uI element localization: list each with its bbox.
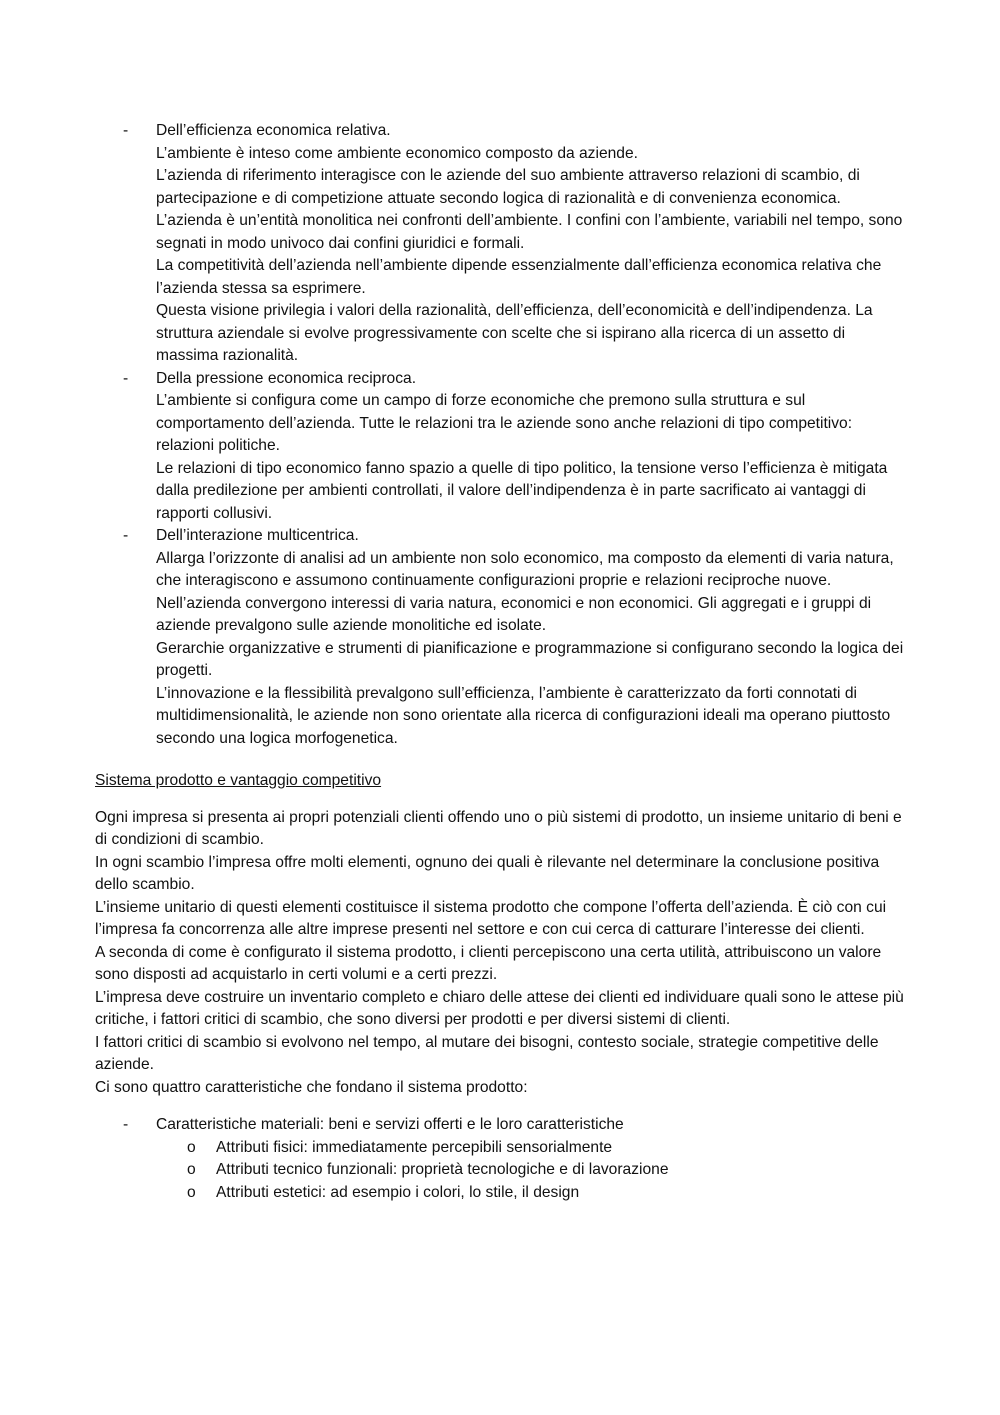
list-item bbox=[95, 525, 910, 750]
features-list bbox=[95, 1114, 910, 1204]
paragraph: Questa visione privilegia i valori della razionalità, dell’efficienza, dell’economicità e dell’indipendenza. La struttura aziendale si evolve progressivamente con scelte che si ispirano alla ricerca di un assetto di massima razionalità. bbox=[156, 302, 873, 364]
sub-list-item-text: Attributi fisici: immediatamente percepibili sensorialmente bbox=[216, 1138, 613, 1156]
circle-bullet-icon: o bbox=[187, 1183, 196, 1201]
paragraph: Allarga l’orizzonte di analisi ad un ambiente non solo economico, ma composto da elementi di varia natura, che interagiscono e assumono continuamente configurazioni proprie e relazioni reciproche nuove. bbox=[156, 549, 894, 589]
dash-marker: - bbox=[123, 527, 129, 544]
list-item bbox=[95, 368, 910, 526]
circle-bullet-icon: o bbox=[187, 1138, 196, 1156]
paragraph: A seconda di come è configurato il sistema prodotto, i clienti percepiscono una certa utilità, attribuiscono un valore sono disposti ad acquistarlo in certi volumi e a certi prezzi. bbox=[95, 943, 882, 983]
paragraph: L’insieme unitario di questi elementi costituisce il sistema prodotto che compone l’offerta dell’azienda. È ciò con cui l’impresa fa concorrenza alle altre imprese presenti nel settore e con cui cerca di catturare l’interesse dei clienti. bbox=[95, 898, 887, 938]
dash-marker: - bbox=[123, 1116, 129, 1133]
paragraph: Le relazioni di tipo economico fanno spazio a quelle di tipo politico, la tensione verso l’efficienza è mitigata dalla predilezione per ambienti controllati, il valore dell’indipendenza è in parte sacrificato ai vantaggi di rapporti collusivi. bbox=[156, 459, 888, 522]
sub-list-item bbox=[156, 1159, 910, 1182]
paragraph: L’azienda è un’entità monolitica nei confronti dell’ambiente. I confini con l’ambiente, variabili nel tempo, sono segnati in modo univoco dai confini giuridici e formali. bbox=[156, 212, 903, 252]
list-item-title: Dell’interazione multicentrica. bbox=[156, 527, 359, 544]
list-item bbox=[95, 120, 910, 368]
paragraph: L’azienda di riferimento interagisce con le aziende del suo ambiente attraverso relazioni di scambio, di partecipazione e di competizione attuate secondo logica di razionalità e di convenienza economica. bbox=[156, 167, 860, 207]
sub-list-item bbox=[156, 1182, 910, 1205]
list-item-title: Dell’efficienza economica relativa. bbox=[156, 122, 391, 139]
paragraph: L’ambiente si configura come un campo di forze economiche che premono sulla struttura e sul comportamento dell’azienda. Tutte le relazioni tra le aziende sono anche relazioni di tipo competitivo: relazioni politiche. bbox=[156, 392, 853, 454]
paragraph: L’ambiente è inteso come ambiente economico composto da aziende. bbox=[156, 144, 638, 162]
relation-types-list bbox=[95, 120, 910, 750]
paragraph: I fattori critici di scambio si evolvono nel tempo, al mutare dei bisogni, contesto sociale, strategie competitive delle aziende. bbox=[95, 1033, 879, 1073]
list-item-title: Caratteristiche materiali: beni e servizi offerti e le loro caratteristiche bbox=[156, 1116, 624, 1133]
list-item-title: Della pressione economica reciproca. bbox=[156, 369, 417, 387]
paragraph: L’impresa deve costruire un inventario completo e chiaro delle attese dei clienti ed individuare quali sono le attese più critiche, i fattori critici di scambio, che sono diversi per prodotti e per diversi sistemi di clienti. bbox=[95, 988, 904, 1028]
dash-marker: - bbox=[123, 369, 129, 387]
paragraph: Ci sono quattro caratteristiche che fondano il sistema prodotto: bbox=[95, 1078, 528, 1096]
sub-list bbox=[156, 1137, 910, 1205]
paragraph: In ogni scambio l’impresa offre molti elementi, ognuno dei quali è rilevante nel determinare la conclusione positiva dello scambio. bbox=[95, 853, 880, 893]
sub-list-item-text: Attributi estetici: ad esempio i colori, lo stile, il design bbox=[216, 1183, 580, 1201]
paragraph: La competitività dell’azienda nell’ambiente dipende essenzialmente dall’efficienza economica relativa che l’azienda stessa sa esprimere. bbox=[156, 257, 882, 297]
dash-marker: - bbox=[123, 122, 129, 139]
circle-bullet-icon: o bbox=[187, 1161, 196, 1178]
paragraph: L’innovazione e la flessibilità prevalgono sull’efficienza, l’ambiente è caratterizzato da forti connotati di multidimensionalità, le aziende non sono orientate alla ricerca di configurazioni ideali ma operano piuttosto secondo una logica morfogenetica. bbox=[156, 684, 891, 747]
sub-list-item bbox=[156, 1137, 910, 1160]
sub-list-item-text: Attributi tecnico funzionali: proprietà tecnologiche e di lavorazione bbox=[216, 1161, 669, 1178]
paragraph: Nell’azienda convergono interessi di varia natura, economici e non economici. Gli aggregati e i gruppi di aziende prevalgono sulle aziende monolitiche ed isolate. bbox=[156, 594, 872, 634]
list-item bbox=[95, 1114, 910, 1204]
section-body bbox=[95, 807, 910, 1100]
paragraph: Ogni impresa si presenta ai propri potenziali clienti offendo uno o più sistemi di prodotto, un insieme unitario di beni e di condizioni di scambio. bbox=[95, 808, 902, 848]
section-heading: Sistema prodotto e vantaggio competitivo bbox=[95, 772, 382, 789]
paragraph: Gerarchie organizzative e strumenti di pianificazione e programmazione si configurano secondo la logica dei progetti. bbox=[156, 639, 904, 679]
